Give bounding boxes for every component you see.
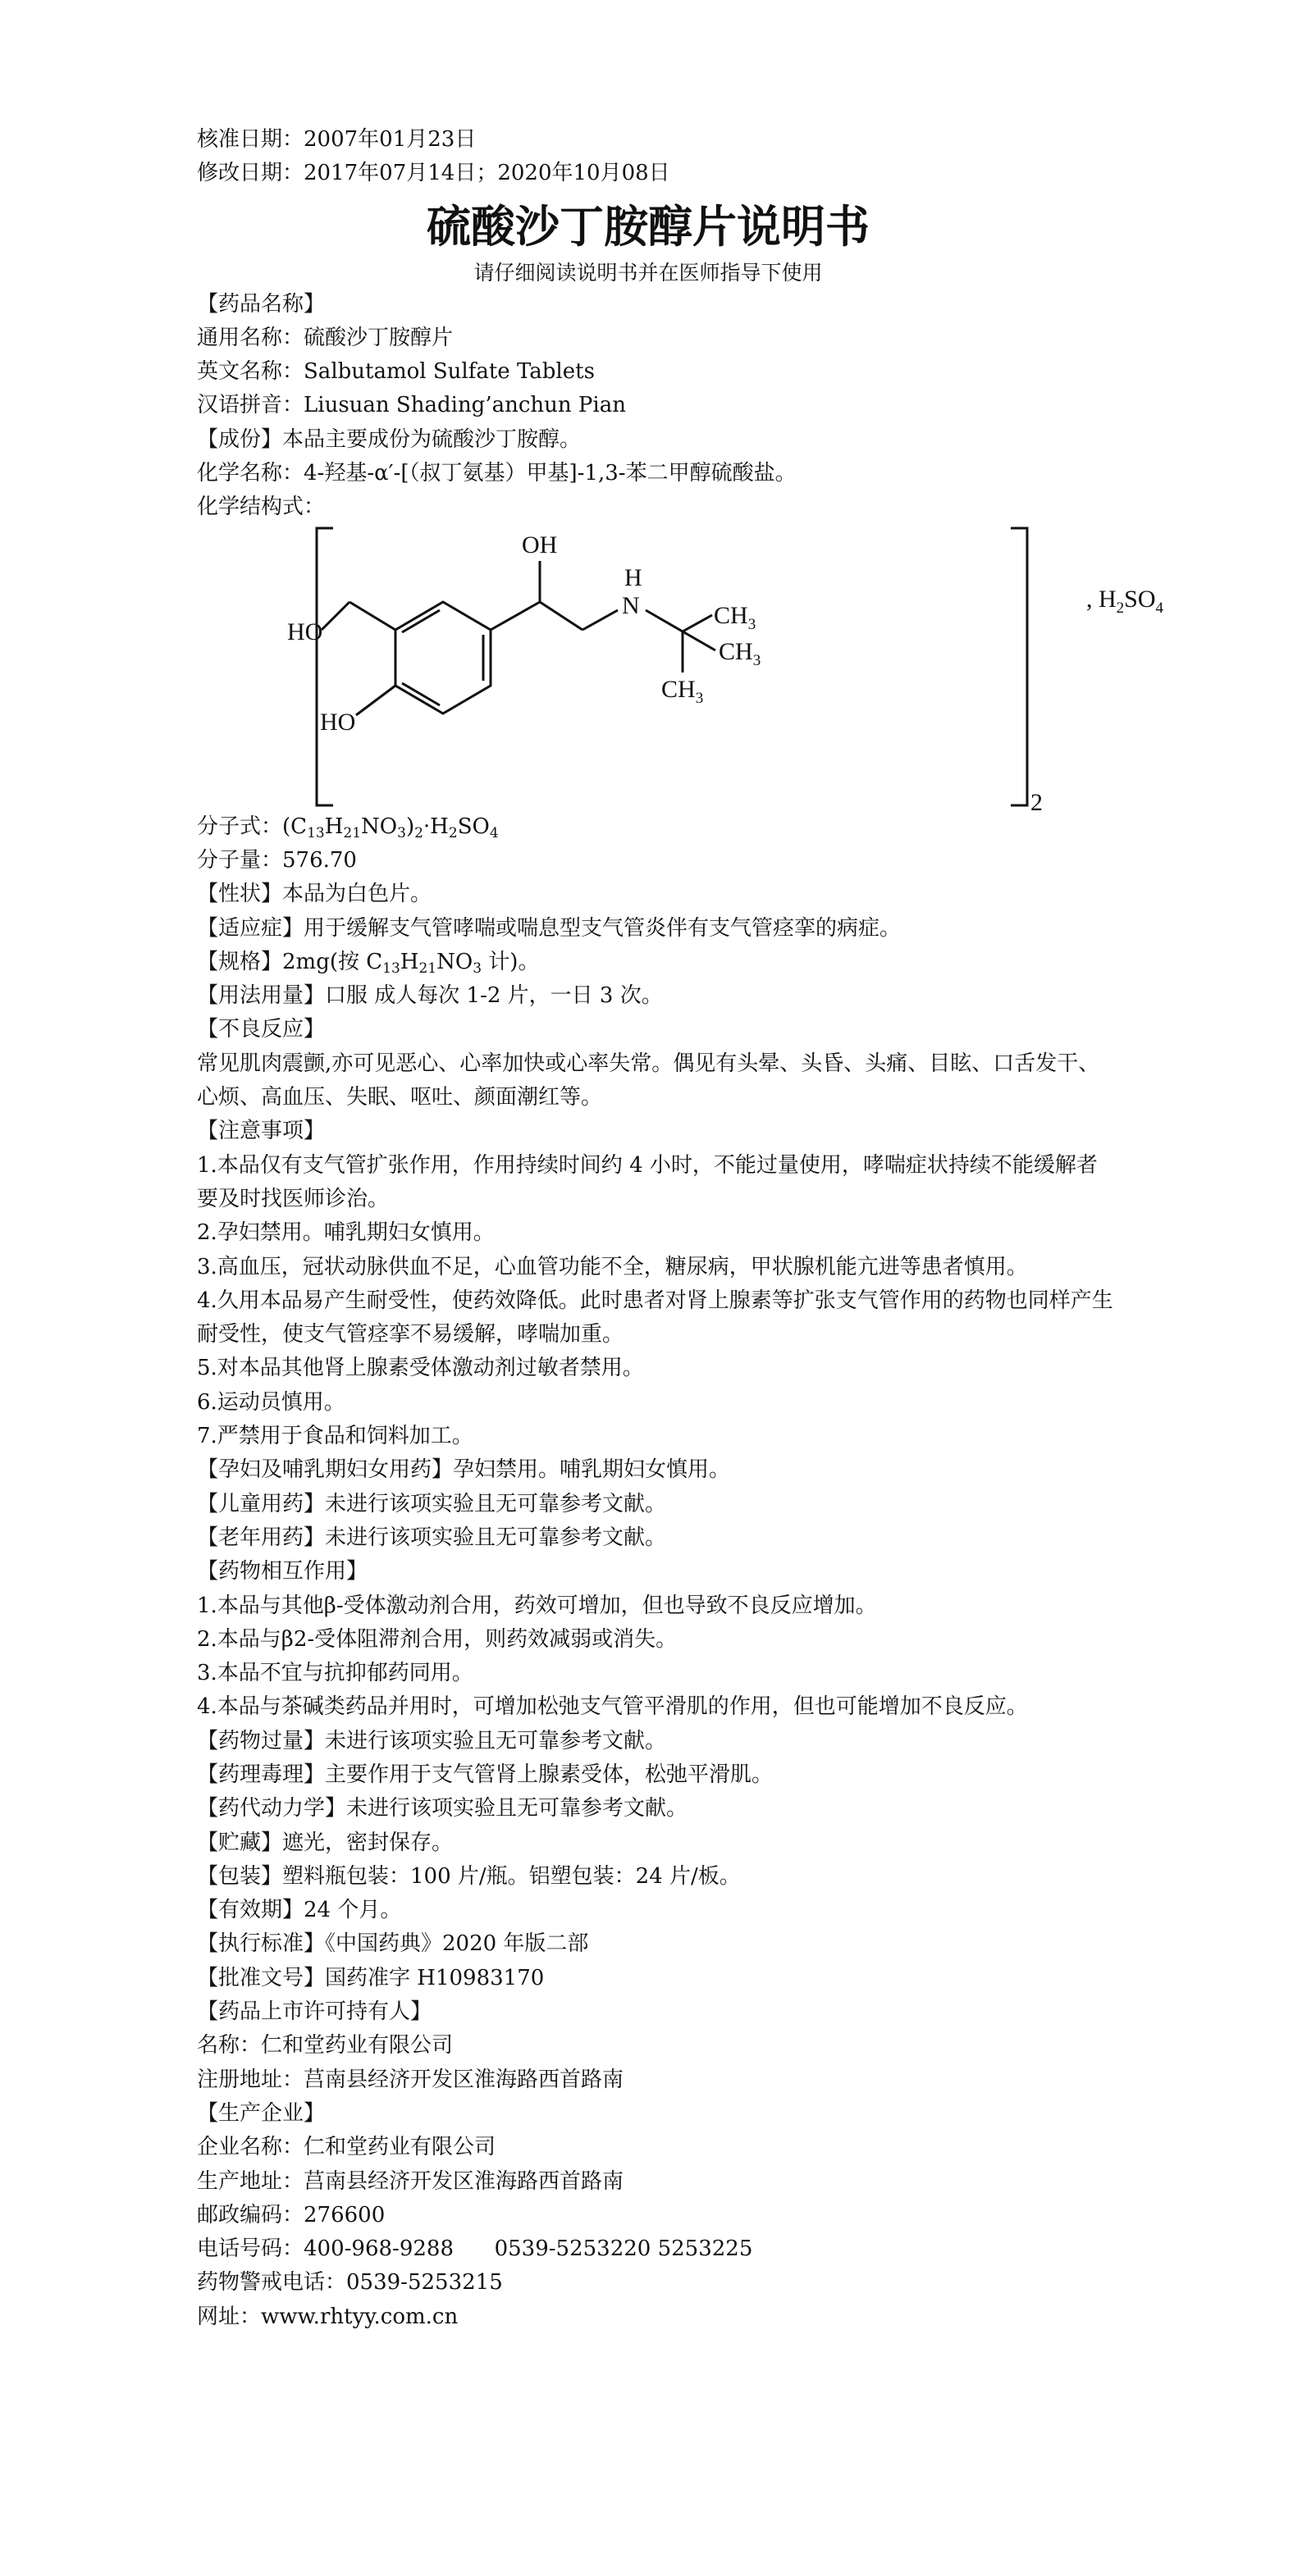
adverse-section: 【不良反应】 bbox=[197, 1017, 326, 1042]
manufacturer-name: 企业名称：仁和堂药业有限公司 bbox=[197, 2135, 496, 2160]
ch3-sub-2: 3 bbox=[752, 651, 761, 669]
website: 网址：www.rhtyy.com.cn bbox=[197, 2304, 459, 2329]
benzene-ring bbox=[395, 602, 491, 714]
nh-n-label: N bbox=[622, 591, 640, 619]
storage: 【贮藏】遮光，密封保存。 bbox=[197, 1830, 454, 1855]
ch3-label-3: CH bbox=[661, 675, 696, 703]
postcode: 邮政编码：276600 bbox=[197, 2202, 386, 2227]
interactions-section: 【药物相互作用】 bbox=[197, 1559, 368, 1584]
precaution-item: 6.运动员慎用。 bbox=[197, 1389, 345, 1415]
precaution-item: 2.孕妇禁用。哺乳期妇女慎用。 bbox=[197, 1220, 495, 1246]
ch3-label-1: CH bbox=[714, 601, 748, 629]
svg-text:CH3 bbox=[719, 638, 761, 669]
dosage: 【用法用量】口服 成人每次 1-2 片，一日 3 次。 bbox=[197, 983, 663, 1009]
revision-date: 修改日期：2017年07月14日；2020年10月08日 bbox=[197, 161, 670, 186]
ch3-label-2: CH bbox=[719, 637, 753, 665]
acid-sub-2: 2 bbox=[1116, 599, 1125, 617]
generic-name: 通用名称：硫酸沙丁胺醇片 bbox=[197, 325, 454, 350]
validity: 【有效期】24 个月。 bbox=[197, 1898, 402, 1923]
structure-label: 化学结构式： bbox=[197, 495, 326, 520]
ho-bottom-label: HO bbox=[320, 708, 356, 736]
pv-phone: 药物警戒电话：0539-5253215 bbox=[197, 2270, 503, 2296]
precaution-item: 4.久用本品易产生耐受性，使药效降低。此时患者对肾上腺素等扩张支气管作用的药物也同样产生耐受性，使支气管痉挛不易缓解，哮喘加重。 bbox=[197, 1288, 1113, 1347]
precaution-item: 7.严禁用于食品和饲料加工。 bbox=[197, 1424, 473, 1449]
molecular-weight: 分子量：576.70 bbox=[197, 847, 357, 873]
pediatric-use: 【儿童用药】未进行该项实验且无可靠参考文献。 bbox=[197, 1491, 667, 1516]
precaution-item: 1.本品仅有支气管扩张作用，作用持续时间约 4 小时，不能过量使用，哮喘症状持续不能缓解者要及时找医师诊治。 bbox=[197, 1152, 1098, 1211]
document-title: 硫酸沙丁胺醇片说明书 bbox=[427, 200, 870, 253]
molecular-formula: 分子式：$(C_{13}H_{21}NO_3)_2\cdot H_2SO_4$ bbox=[197, 814, 499, 841]
interaction-item: 3.本品不宜与抗抑郁药同用。 bbox=[197, 1661, 473, 1686]
interaction-item: 2.本品与β2-受体阻滞剂合用，则药效减弱或消失。 bbox=[197, 1626, 678, 1652]
interaction-item: 1.本品与其他β-受体激动剂合用，药效可增加，但也导致不良反应增加。 bbox=[197, 1593, 877, 1618]
pinyin-name: 汉语拼音：Liusuan Shading’anchun Pian bbox=[197, 393, 626, 418]
mah-name: 名称：仁和堂药业有限公司 bbox=[197, 2033, 454, 2059]
english-name: 英文名称：Salbutamol Sulfate Tablets bbox=[197, 359, 595, 385]
approval-number: 【批准文号】国药准字 H10983170 bbox=[197, 1965, 545, 1990]
approval-date: 核准日期：2007年01月23日 bbox=[197, 127, 477, 152]
right-bracket bbox=[1011, 528, 1027, 805]
drug-name-section: 【药品名称】 bbox=[197, 291, 326, 317]
manufacturer-address: 生产地址：莒南县经济开发区淮海路西首路南 bbox=[197, 2168, 624, 2194]
svg-text:, H2SO4 bbox=[1086, 586, 1164, 617]
svg-text:CH3 bbox=[661, 676, 703, 707]
chemical-name: 化学名称：4-羟基-α′-[（叔丁氨基）甲基]-1,3-苯二甲醇硫酸盐。 bbox=[197, 461, 797, 486]
leaflet-document bbox=[197, 123, 1164, 2334]
acid-so: SO bbox=[1124, 585, 1156, 613]
mah-section: 【药品上市许可持有人】 bbox=[197, 1999, 432, 2025]
geriatric-use: 【老年用药】未进行该项实验且无可靠参考文献。 bbox=[197, 1525, 667, 1550]
pharmacology: 【药理毒理】主要作用于支气管肾上腺素受体，松弛平滑肌。 bbox=[197, 1762, 774, 1787]
precaution-item: 5.对本品其他肾上腺素受体激动剂过敏者禁用。 bbox=[197, 1356, 644, 1381]
pregnancy: 【孕妇及哺乳期妇女用药】孕妇禁用。哺乳期妇女慎用。 bbox=[197, 1457, 731, 1483]
chemical-structure bbox=[197, 527, 1164, 816]
precaution-item: 3.高血压，冠状动脉供血不足，心血管功能不全，糖尿病，甲状腺机能亢进等患者慎用。 bbox=[197, 1254, 1028, 1279]
ho-left-label: HO bbox=[287, 618, 323, 645]
phone: 电话号码：400-968-9288 0539-5253220 5253225 bbox=[197, 2236, 753, 2262]
pharmacokinetics: 【药代动力学】未进行该项实验且无可靠参考文献。 bbox=[197, 1796, 688, 1821]
composition: 【成份】本品主要成份为硫酸沙丁胺醇。 bbox=[197, 426, 582, 452]
specification: 【规格】2mg(按 $C_{13}H_{21}NO_3$ 计)。 bbox=[197, 949, 540, 977]
oh-top-label: OH bbox=[522, 531, 558, 559]
standard: 【执行标准】《中国药典》2020 年版二部 bbox=[197, 1931, 589, 1957]
interaction-item: 4.本品与茶碱类药品并用时，可增加松弛支气管平滑肌的作用，但也可能增加不良反应。 bbox=[197, 1694, 1028, 1720]
precautions-section: 【注意事项】 bbox=[197, 1119, 326, 1144]
document-subtitle: 请仔细阅读说明书并在医师指导下使用 bbox=[473, 260, 823, 285]
manufacturer-section: 【生产企业】 bbox=[197, 2100, 326, 2126]
bracket-subscript: 2 bbox=[1030, 788, 1043, 816]
ch3-sub-1: 3 bbox=[747, 615, 756, 633]
acid-sub-4: 4 bbox=[1155, 599, 1164, 617]
adverse-text: 常见肌肉震颤,亦可见恶心、心率加快或心率失常。偶见有头晕、头昏、头痛、目眩、口舌发干、心烦、高血压、失眠、呕吐、颜面潮红等。 bbox=[197, 1051, 1100, 1110]
mah-address: 注册地址：莒南县经济开发区淮海路西首路南 bbox=[197, 2067, 624, 2092]
svg-text:CH3 bbox=[714, 602, 756, 633]
acid-prefix: , H bbox=[1086, 585, 1117, 613]
nh-h-label: H bbox=[624, 563, 642, 591]
overdose: 【药物过量】未进行该项实验且无可靠参考文献。 bbox=[197, 1728, 667, 1753]
structure-diagram bbox=[197, 527, 1164, 816]
appearance: 【性状】本品为白色片。 bbox=[197, 882, 432, 907]
indications: 【适应症】用于缓解支气管哮喘或喘息型支气管炎伴有支气管痉挛的病症。 bbox=[197, 915, 902, 941]
left-bracket bbox=[317, 528, 333, 805]
packaging: 【包装】塑料瓶包装：100 片/瓶。铝塑包装：24 片/板。 bbox=[197, 1863, 741, 1889]
ch3-sub-3: 3 bbox=[695, 689, 704, 707]
